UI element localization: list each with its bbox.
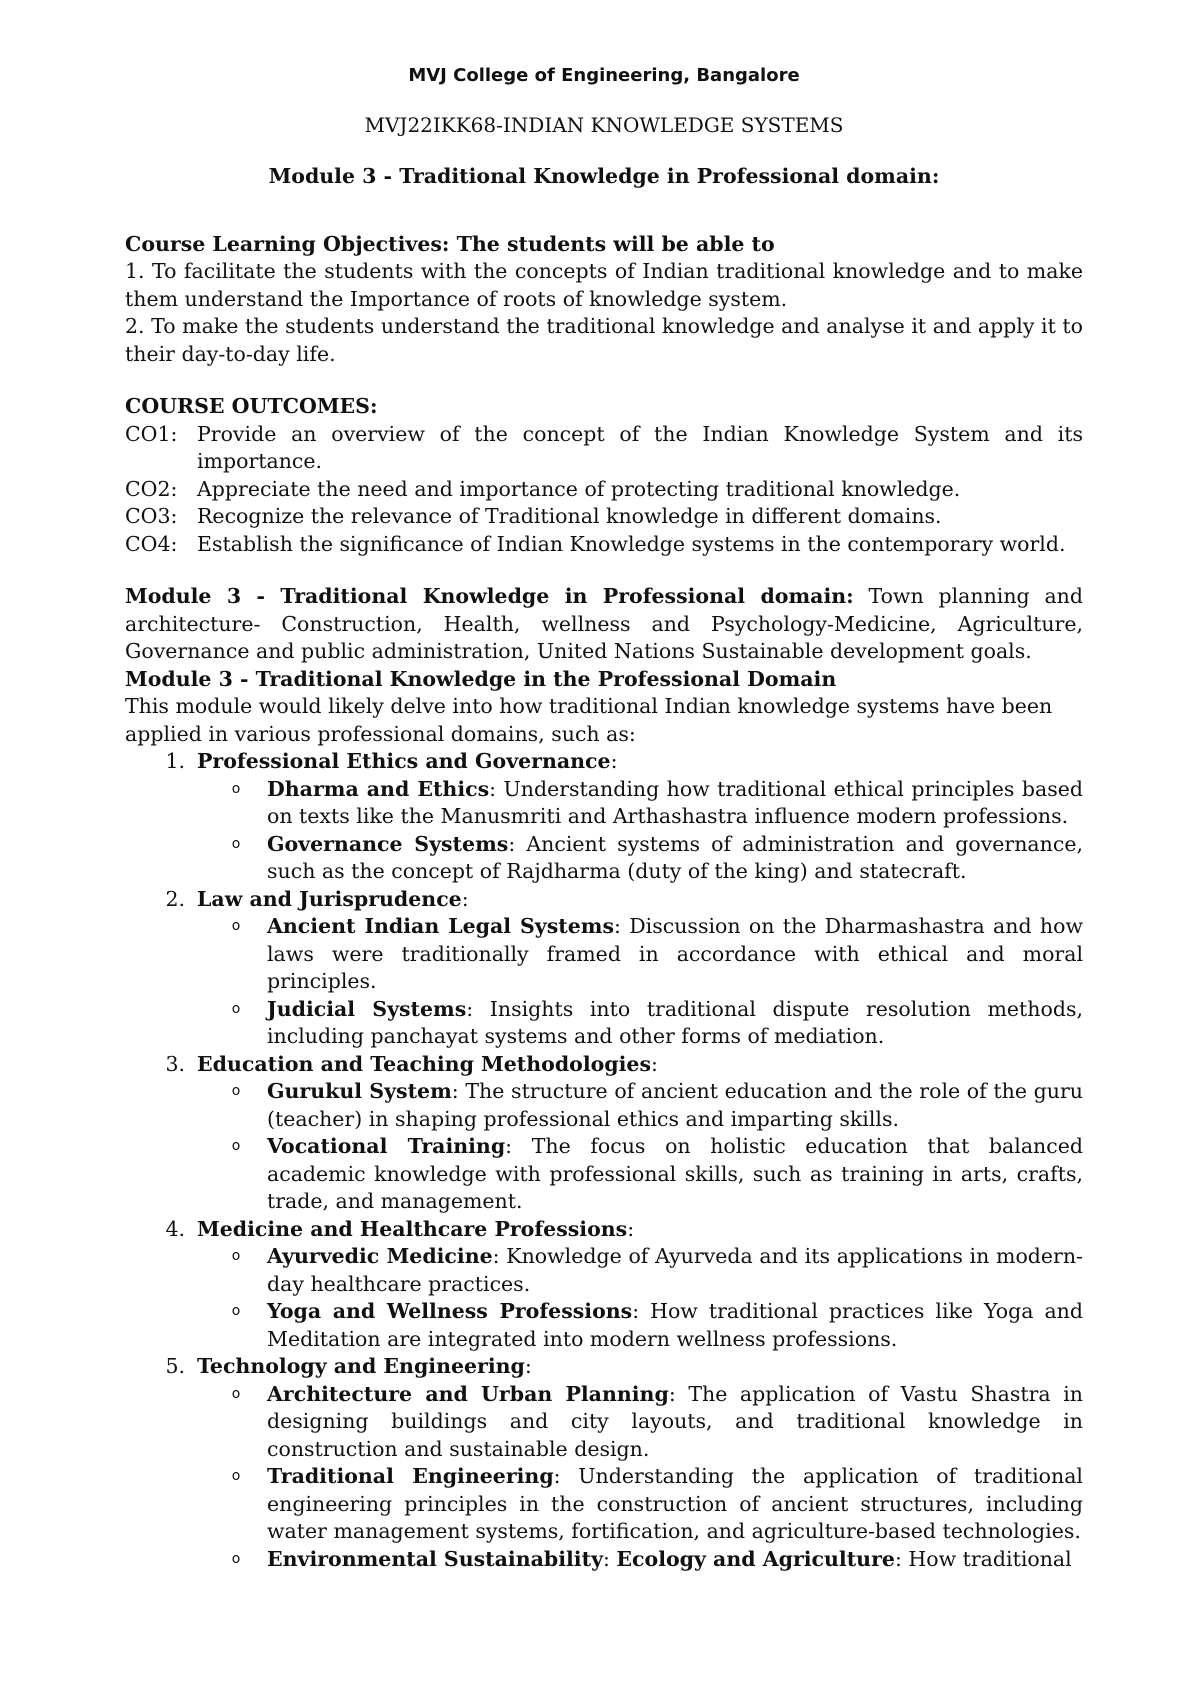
module-detail-intro: This module would likely delve into how traditional Indian knowledge systems have been applied in various professional domains, such as: — [125, 694, 1053, 746]
circle-bullet-icon: o — [231, 1083, 241, 1099]
outcome-label: CO3: — [125, 504, 178, 528]
circle-bullet-icon: o — [231, 1138, 241, 1154]
outcome-label: CO4: — [125, 531, 178, 556]
list-item — [205, 1546, 1083, 1574]
circle-bullet-icon: o — [231, 918, 241, 934]
course-code: MVJ22IKK68-INDIAN KNOWLEDGE SYSTEMS — [364, 112, 844, 137]
list-item — [205, 1078, 1083, 1133]
outcome-text: Establish the significance of Indian Knowledge systems in the contemporary world. — [197, 531, 1066, 556]
outcome-text: Provide an overview of the concept of the Indian Knowledge System and its importance. — [197, 421, 1083, 473]
module-summary-text: Town planning and architecture- Construction, Health, wellness and Psychology-Medicine, Agriculture, Governance and public administration, United Nations Sustainable development goals. — [125, 584, 1083, 663]
section-title: Law and Jurisprudence — [197, 886, 462, 911]
list-item — [205, 1243, 1083, 1298]
item-term-secondary: Ecology and Agriculture — [616, 1546, 895, 1571]
section-number: 3. — [165, 1051, 185, 1076]
outcome-text: Recognize the relevance of Traditional knowledge in different domains. — [197, 504, 942, 528]
outcome-label: CO1: — [125, 421, 178, 446]
section-number: 4. — [165, 1216, 185, 1241]
outcome-label: CO2: — [125, 476, 178, 501]
list-item — [205, 1298, 1083, 1353]
item-desc: : Understanding the application of traditional engineering principles in the construction of ancient structures, including water management systems, fortification, and agriculture-based technologies. — [267, 1464, 1083, 1543]
list-item — [205, 1463, 1083, 1546]
list-item — [205, 996, 1083, 1051]
item-term: Gurukul System — [267, 1079, 452, 1103]
circle-bullet-icon: o — [231, 835, 241, 852]
item-term: Ayurvedic Medicine — [267, 1244, 493, 1268]
item-term: Traditional Engineering — [267, 1464, 554, 1488]
item-term: Judicial Systems — [267, 996, 467, 1021]
domain-section — [125, 1051, 1083, 1216]
section-title-line: Education and Teaching Methodologies: — [197, 1051, 658, 1076]
circle-bullet-icon: o — [231, 1000, 241, 1017]
domain-section — [125, 886, 1083, 1051]
module-summary-lead: Module 3 - Traditional Knowledge in Professional domain: — [125, 584, 854, 608]
list-item — [205, 776, 1083, 831]
objective-item: 2. To make the students understand the traditional knowledge and analyse it and apply it to their day-to-day life. — [125, 314, 1083, 366]
circle-bullet-icon: o — [231, 1248, 241, 1264]
item-term: Governance Systems — [267, 831, 509, 856]
list-item — [205, 1381, 1083, 1464]
college-name: MVJ College of Engineering, Bangalore — [408, 65, 800, 86]
outcome-row — [125, 531, 1083, 559]
item-desc: : Discussion on the Dharmashastra and how laws were traditionally framed in accordance with ethical and moral principles. — [267, 914, 1083, 993]
list-item — [205, 1133, 1083, 1216]
domain-list — [125, 748, 1083, 1573]
domain-section — [125, 1216, 1083, 1354]
circle-bullet-icon: o — [231, 1468, 241, 1484]
section-title-line: Professional Ethics and Governance: — [197, 749, 618, 773]
document-page — [125, 62, 1083, 1573]
item-desc: : The application of Vastu Shastra in designing buildings and city layouts, and traditional knowledge in construction and sustainable design. — [267, 1381, 1084, 1461]
objectives-heading: Course Learning Objectives: The students will be able to — [125, 231, 775, 256]
section-number: 5. — [165, 1354, 185, 1378]
domain-section — [125, 1353, 1083, 1573]
section-number: 1. — [165, 749, 185, 773]
objective-item: 1. To facilitate the students with the concepts of Indian traditional knowledge and to make them understand the Importance of roots of knowledge system. — [125, 259, 1083, 311]
outcomes-heading: COURSE OUTCOMES: — [125, 394, 378, 418]
module-summary — [125, 583, 1083, 666]
circle-bullet-icon: o — [231, 1303, 241, 1319]
item-desc: : How traditional practices like Yoga and Meditation are integrated into modern wellness professions. — [267, 1299, 1083, 1351]
list-item — [205, 913, 1083, 996]
item-term: Environmental Sustainability — [267, 1546, 603, 1571]
item-term: Architecture and Urban Planning — [267, 1381, 669, 1406]
item-desc: : — [602, 1546, 617, 1571]
item-term: Yoga and Wellness Professions — [267, 1299, 633, 1323]
section-title: Education and Teaching Methodologies — [197, 1051, 651, 1076]
section-title-line: Medicine and Healthcare Professions: — [197, 1216, 635, 1241]
module-detail-heading: Module 3 - Traditional Knowledge in the Professional Domain — [125, 666, 837, 691]
outcome-row — [125, 503, 1083, 531]
outcome-row — [125, 476, 1083, 504]
circle-bullet-icon: o — [231, 1550, 241, 1567]
item-term: Dharma and Ethics — [267, 776, 490, 801]
item-desc: : The structure of ancient education and the role of the guru (teacher) in shaping professional ethics and imparting skills. — [267, 1079, 1083, 1131]
item-desc: : Knowledge of Ayurveda and its applications in modern-day healthcare practices. — [267, 1244, 1083, 1296]
item-desc: : Insights into traditional dispute resolution methods, including panchayat systems and other forms of mediation. — [267, 996, 1083, 1048]
section-number: 2. — [165, 886, 185, 911]
section-title-line: Law and Jurisprudence: — [197, 886, 469, 911]
outcome-row — [125, 421, 1083, 476]
circle-bullet-icon: o — [231, 1385, 241, 1402]
domain-section — [125, 748, 1083, 886]
item-term: Vocational Training — [267, 1134, 506, 1158]
item-desc: : The focus on holistic education that balanced academic knowledge with professional skills, such as training in arts, crafts, trade, and management. — [267, 1134, 1083, 1213]
item-desc: : Understanding how traditional ethical principles based on texts like the Manusmriti and Arthashastra influence modern professions. — [267, 776, 1083, 828]
item-term: Ancient Indian Legal Systems — [267, 914, 614, 938]
item-desc: : Ancient systems of administration and governance, such as the concept of Rajdharma (duty of the king) and statecraft. — [267, 831, 1083, 883]
circle-bullet-icon: o — [231, 780, 241, 797]
section-title-line: Technology and Engineering: — [197, 1354, 532, 1378]
list-item — [205, 831, 1083, 886]
module-title: Module 3 - Traditional Knowledge in Professional domain: — [268, 164, 940, 188]
section-title: Technology and Engineering — [197, 1354, 525, 1378]
section-title: Professional Ethics and Governance — [197, 749, 611, 773]
item-desc-secondary: : How traditional — [894, 1546, 1072, 1571]
outcome-text: Appreciate the need and importance of protecting traditional knowledge. — [197, 476, 961, 501]
section-title: Medicine and Healthcare Professions — [197, 1216, 628, 1241]
